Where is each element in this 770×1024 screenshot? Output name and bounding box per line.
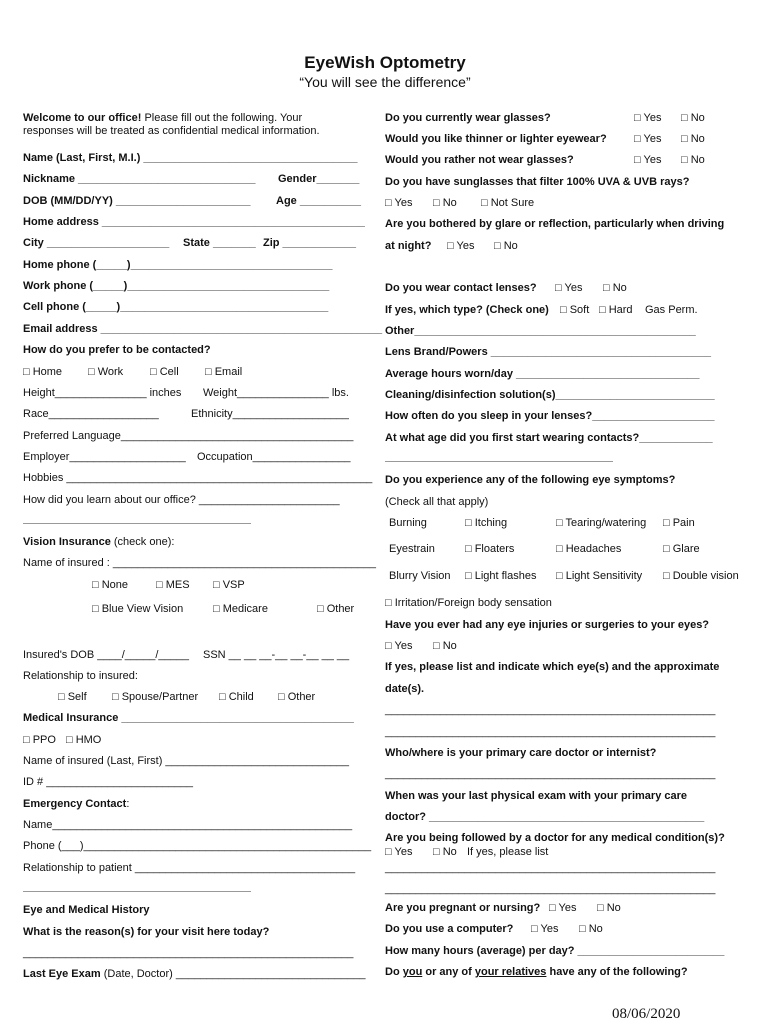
emergency-contact-heading: Emergency Contact <box>23 798 127 810</box>
vision-insurance-heading: Vision Insurance <box>23 536 111 548</box>
lens-other-field[interactable]: Other______________________________________________ <box>385 325 696 337</box>
divider <box>23 523 251 524</box>
sleep-lenses-field[interactable]: How often do you sleep in your lenses?____________________ <box>385 410 715 422</box>
dates-label: date(s). <box>385 683 425 695</box>
q-rather-not-wear: Would you rather not wear glasses? <box>385 154 574 166</box>
last-eye-exam-label: Last Eye Exam <box>23 968 101 980</box>
symptom-eyestrain[interactable]: Eyestrain <box>389 543 435 555</box>
q-pregnant: Are you pregnant or nursing? <box>385 902 541 914</box>
type-hard-checkbox[interactable]: □ Hard <box>599 304 633 316</box>
name-field[interactable]: Name (Last, First, M.I.) ___________________________________ <box>23 152 358 164</box>
symptom-double-checkbox[interactable]: □ Double vision <box>663 570 739 582</box>
thinner-yes-checkbox[interactable]: □ Yes <box>634 133 662 145</box>
q-relatives-you: you <box>402 966 423 978</box>
q-glare: Are you bothered by glare or reflection, particularly when driving <box>385 218 725 230</box>
q-sunglasses: Do you have sunglasses that filter 100% UVA & UVB rays? <box>385 176 690 188</box>
contact-preference-label: How do you prefer to be contacted? <box>23 344 211 356</box>
divider <box>23 891 251 892</box>
thinner-no-checkbox[interactable]: □ No <box>681 133 705 145</box>
name-of-insured-field[interactable]: Name of insured : ___________________________________________ <box>23 557 376 569</box>
injuries-line-2[interactable]: ______________________________________________________ <box>385 726 716 738</box>
emergency-phone-field[interactable]: Phone (___)_______________________________________________ <box>23 840 372 852</box>
vision-insurance-label <box>23 536 174 549</box>
q-relatives-your: your relatives <box>474 966 547 978</box>
type-gasperm-label[interactable]: Gas Perm. <box>645 304 698 316</box>
ins-mes-checkbox[interactable]: □ MES <box>156 579 190 591</box>
race-field[interactable]: Race__________________ <box>23 408 159 420</box>
injuries-yes-checkbox[interactable]: □ Yes <box>385 640 413 652</box>
followed-yes-checkbox[interactable]: □ Yes <box>385 846 413 858</box>
ethnicity-field[interactable]: Ethnicity___________________ <box>191 408 349 420</box>
symptom-pain-checkbox[interactable]: □ Pain <box>663 517 695 529</box>
vision-insurance-hint: (check one): <box>113 536 175 548</box>
followed-line-1[interactable]: ______________________________________________________ <box>385 862 716 874</box>
first-age-field[interactable]: At what age did you first start wearing contacts?____________ <box>385 432 713 444</box>
id-field[interactable]: ID # ________________________ <box>23 776 194 788</box>
rather-no-checkbox[interactable]: □ No <box>681 154 705 166</box>
med-hmo-checkbox[interactable]: □ HMO <box>66 734 102 746</box>
symptom-blurry[interactable]: Blurry Vision <box>389 570 451 582</box>
rel-spouse-checkbox[interactable]: □ Spouse/Partner <box>112 691 199 703</box>
ssn-field[interactable]: SSN __ __ __-__ __-__ __ __ <box>203 649 350 661</box>
intro-welcome: Welcome to our office! <box>23 112 142 124</box>
weight-field[interactable]: Weight_______________ lbs. <box>203 387 349 399</box>
ins-medicare-checkbox[interactable]: □ Medicare <box>213 603 268 615</box>
occupation-field[interactable]: Occupation________________ <box>197 451 351 463</box>
intro-instructions: Please fill out the following. Your <box>144 112 303 124</box>
followed-list-label: If yes, please list <box>467 846 549 858</box>
rel-other-checkbox[interactable]: □ Other <box>278 691 316 703</box>
type-soft-checkbox[interactable]: □ Soft <box>560 304 590 316</box>
q-list-eyes: If yes, please list and indicate which eye(s) and the approximate <box>385 661 720 673</box>
symptom-itching-checkbox[interactable]: □ Itching <box>465 517 508 529</box>
emergency-name-field[interactable]: Name_________________________________________________ <box>23 819 353 831</box>
q-relatives-do: Do <box>385 966 400 978</box>
last-eye-exam-hint: (Date, Doctor) _______________________________ <box>103 968 366 980</box>
intro-line2: responses will be treated as confidential medical information. <box>23 125 320 137</box>
state-field[interactable]: State _______ <box>183 237 256 249</box>
computer-hours-field[interactable]: How many hours (average) per day? ________________________ <box>385 945 725 957</box>
symptom-flashes-checkbox[interactable]: □ Light flashes <box>465 570 537 582</box>
employer-field[interactable]: Employer___________________ <box>23 451 186 463</box>
intro-text <box>23 112 302 125</box>
emergency-contact-colon: : <box>126 798 130 810</box>
name-of-insured2-field[interactable]: Name of insured (Last, First) ______________________________ <box>23 755 349 767</box>
form-subtitle: “You will see the difference” <box>299 74 471 90</box>
contacts-yes-checkbox[interactable]: □ Yes <box>555 282 583 294</box>
relationship-label: Relationship to insured: <box>23 670 138 682</box>
q-glare-night: at night? <box>385 240 432 252</box>
med-ppo-checkbox[interactable]: □ PPO <box>23 734 56 746</box>
sun-notsure-checkbox[interactable]: □ Not Sure <box>481 197 535 209</box>
home-address-field[interactable]: Home address ___________________________________________ <box>23 216 365 228</box>
ins-blueview-checkbox[interactable]: □ Blue View Vision <box>92 603 184 615</box>
glare-no-checkbox[interactable]: □ No <box>494 240 518 252</box>
glasses-no-checkbox[interactable]: □ No <box>681 112 705 124</box>
q-eye-symptoms: Do you experience any of the following eye symptoms? <box>385 474 676 486</box>
contact-work-checkbox[interactable]: □ Work <box>88 366 124 378</box>
q-followed-by-doctor: Are you being followed by a doctor for any medical condition(s)? <box>385 832 725 844</box>
pregnant-no-checkbox[interactable]: □ No <box>597 902 621 914</box>
form-date: 08/06/2020 <box>612 1006 681 1022</box>
rel-child-checkbox[interactable]: □ Child <box>219 691 254 703</box>
zip-field[interactable]: Zip ____________ <box>263 237 356 249</box>
last-eye-exam-field[interactable] <box>23 968 366 981</box>
form-title: EyeWish Optometry <box>304 53 466 72</box>
rel-self-checkbox[interactable]: □ Self <box>58 691 87 703</box>
q-wear-glasses: Do you currently wear glasses? <box>385 112 551 124</box>
followed-no-checkbox[interactable]: □ No <box>433 846 457 858</box>
glasses-yes-checkbox[interactable]: □ Yes <box>634 112 662 124</box>
dob-field[interactable]: DOB (MM/DD/YY) ______________________ <box>23 195 251 207</box>
ins-none-checkbox[interactable]: □ None <box>92 579 128 591</box>
divider <box>385 461 613 462</box>
symptom-floaters-checkbox[interactable]: □ Floaters <box>465 543 515 555</box>
q-computer: Do you use a computer? <box>385 923 514 935</box>
q-contact-lenses: Do you wear contact lenses? <box>385 282 537 294</box>
pregnant-yes-checkbox[interactable]: □ Yes <box>549 902 577 914</box>
avg-hours-field[interactable]: Average hours worn/day ______________________________ <box>385 368 700 380</box>
q-relatives-or: or any of <box>425 966 472 978</box>
home-phone-field[interactable]: Home phone (_____)_________________________________ <box>23 259 333 271</box>
computer-no-checkbox[interactable]: □ No <box>579 923 603 935</box>
sun-no-checkbox[interactable]: □ No <box>433 197 457 209</box>
injuries-no-checkbox[interactable]: □ No <box>433 640 457 652</box>
q-relatives <box>385 966 688 979</box>
q-relatives-rest: have any of the following? <box>549 966 688 978</box>
insured-dob-field[interactable]: Insured's DOB ____/_____/_____ <box>23 649 189 661</box>
contact-home-checkbox[interactable]: □ Home <box>23 366 63 378</box>
contact-cell-checkbox[interactable]: □ Cell <box>150 366 179 378</box>
injuries-line-1[interactable]: ______________________________________________________ <box>385 704 716 716</box>
city-field[interactable]: City ____________________ <box>23 237 170 249</box>
hobbies-field[interactable]: Hobbies __________________________________________________ <box>23 472 373 484</box>
doctor-field[interactable]: doctor? _____________________________________________ <box>385 811 705 823</box>
q-thinner-eyewear: Would you like thinner or lighter eyewear? <box>385 133 607 145</box>
work-phone-field[interactable]: Work phone (_____)_________________________________ <box>23 280 330 292</box>
q-injuries: Have you ever had any eye injuries or surgeries to your eyes? <box>385 619 710 631</box>
gender-field[interactable]: Gender_______ <box>278 173 360 185</box>
check-all-hint: (Check all that apply) <box>385 496 489 508</box>
ins-vsp-checkbox[interactable]: □ VSP <box>213 579 245 591</box>
sun-yes-checkbox[interactable]: □ Yes <box>385 197 413 209</box>
glare-yes-checkbox[interactable]: □ Yes <box>447 240 475 252</box>
cleaning-field[interactable]: Cleaning/disinfection solution(s)__________________________ <box>385 389 715 401</box>
q-primary-doctor: Who/where is your primary care doctor or internist? <box>385 747 657 759</box>
computer-yes-checkbox[interactable]: □ Yes <box>531 923 559 935</box>
height-field[interactable]: Height_______________ inches <box>23 387 182 399</box>
lens-brand-field[interactable]: Lens Brand/Powers ____________________________________ <box>385 346 711 358</box>
symptom-burning[interactable]: Burning <box>389 517 427 529</box>
ins-other-checkbox[interactable]: □ Other <box>317 603 355 615</box>
visit-reason-line[interactable]: ______________________________________________________ <box>23 947 354 959</box>
primary-doctor-line[interactable]: ______________________________________________________ <box>385 768 716 780</box>
learn-office-field[interactable]: How did you learn about our office? _______________________ <box>23 494 340 506</box>
history-heading: Eye and Medical History <box>23 904 150 916</box>
medical-insurance-field[interactable]: Medical Insurance ______________________________________ <box>23 712 354 724</box>
followed-line-2[interactable]: ______________________________________________________ <box>385 883 716 895</box>
symptom-irritation-checkbox[interactable]: □ Irritation/Foreign body sensation <box>385 597 552 609</box>
symptom-tearing-checkbox[interactable]: □ Tearing/watering <box>556 517 647 529</box>
nickname-field[interactable]: Nickname _____________________________ <box>23 173 256 185</box>
symptom-sensitivity-checkbox[interactable]: □ Light Sensitivity <box>556 570 643 582</box>
contact-email-checkbox[interactable]: □ Email <box>205 366 243 378</box>
language-field[interactable]: Preferred Language______________________________________ <box>23 430 354 442</box>
emergency-relationship-field[interactable]: Relationship to patient ____________________________________ <box>23 862 356 874</box>
rather-yes-checkbox[interactable]: □ Yes <box>634 154 662 166</box>
age-field[interactable]: Age __________ <box>276 195 362 207</box>
q-last-physical: When was your last physical exam with your primary care <box>385 790 688 802</box>
email-field[interactable]: Email address ______________________________________________ <box>23 323 383 335</box>
symptom-glare-checkbox[interactable]: □ Glare <box>663 543 700 555</box>
symptom-headaches-checkbox[interactable]: □ Headaches <box>556 543 622 555</box>
emergency-contact-label <box>23 798 129 811</box>
q-lens-type: If yes, which type? (Check one) <box>385 304 549 316</box>
contacts-no-checkbox[interactable]: □ No <box>603 282 627 294</box>
visit-reason-label: What is the reason(s) for your visit here today? <box>23 926 270 938</box>
cell-phone-field[interactable]: Cell phone (_____)__________________________________ <box>23 301 329 313</box>
